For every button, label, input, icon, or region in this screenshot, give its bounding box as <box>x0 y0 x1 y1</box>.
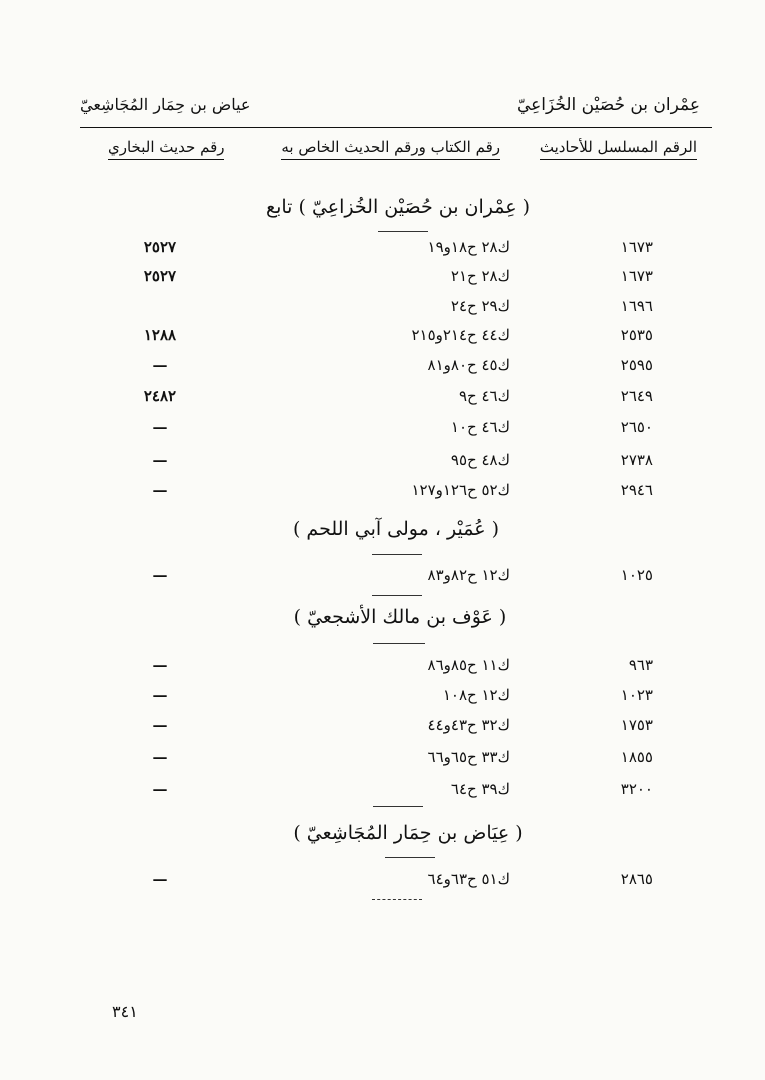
table-row <box>0 418 765 442</box>
table-row <box>0 716 765 740</box>
table-row <box>0 326 765 350</box>
serial-number: ١٦٩٦ <box>620 297 653 315</box>
section-rule <box>385 857 435 858</box>
serial-number: ٩٦٣ <box>628 656 653 674</box>
bukhari-number: — <box>152 418 168 436</box>
table-row <box>0 748 765 772</box>
serial-number: ١٦٧٣ <box>620 267 653 285</box>
reference: ك٢٩ ح٢٤ <box>450 297 510 315</box>
bukhari-number: — <box>152 356 168 374</box>
reference: ك٢٨ ح١٨و١٩ <box>427 238 510 256</box>
table-row <box>0 356 765 380</box>
bukhari-number: — <box>152 656 168 674</box>
table-row <box>0 238 765 262</box>
column-header-reference: رقم الكتاب ورقم الحديث الخاص به <box>281 138 500 156</box>
serial-number: ٢٧٣٨ <box>620 451 653 469</box>
serial-number: ١٠٢٥ <box>620 566 653 584</box>
serial-number: ٢٥٣٥ <box>620 326 653 344</box>
bukhari-number: — <box>152 716 168 734</box>
table-row <box>0 451 765 475</box>
serial-number: ٢٨٦٥ <box>620 870 653 888</box>
serial-number: ١٧٥٣ <box>620 716 653 734</box>
bukhari-number: — <box>152 780 168 798</box>
serial-number: ٢٥٩٥ <box>620 356 653 374</box>
serial-number: ١٦٧٣ <box>620 238 653 256</box>
reference: ك٤٦ ح١٠ <box>450 418 510 436</box>
running-head-right: عِمْران بن حُصَيْن الخُزَاعِيّ <box>516 95 700 115</box>
reference: ك٥٢ ح١٢٦و١٢٧ <box>411 481 510 499</box>
bukhari-number: ٢٥٢٧ <box>143 238 177 256</box>
section-rule <box>378 231 428 232</box>
bukhari-number: — <box>152 748 168 766</box>
bukhari-number: — <box>152 481 168 499</box>
table-row <box>0 267 765 291</box>
reference: ك١١ ح٨٥و٨٦ <box>427 656 510 674</box>
reference: ك١٢ ح١٠٨ <box>442 686 510 704</box>
bukhari-number: — <box>152 566 168 584</box>
bukhari-number: ١٢٨٨ <box>143 326 177 344</box>
reference: ك٣٢ ح٤٣و٤٤ <box>427 716 510 734</box>
reference: ك٣٣ ح٦٥و٦٦ <box>427 748 510 766</box>
column-header-bukhari: رقم حديث البخاري <box>108 138 224 156</box>
table-row <box>0 481 765 505</box>
table-row <box>0 566 765 590</box>
serial-number: ١٨٥٥ <box>620 748 653 766</box>
reference: ك١٢ ح٨٢و٨٣ <box>427 566 510 584</box>
running-head-left: عياض بن حِمَار المُجَاشِعيّ <box>80 95 251 114</box>
column-header-serial: الرقم المسلسل للأحاديث <box>540 138 697 156</box>
reference: ك٢٨ ح٢١ <box>450 267 510 285</box>
reference: ك٤٦ ح٩ <box>458 387 510 405</box>
reference: ك٥١ ح٦٣و٦٤ <box>427 870 510 888</box>
bukhari-number: ٢٥٢٧ <box>143 267 177 285</box>
section-title: ( عِيَاض بن حِمَار المُجَاشِعيّ ) <box>293 822 523 844</box>
section-title: ( عَوْف بن مالك الأشجعيّ ) <box>293 606 507 628</box>
section-rule <box>372 595 422 596</box>
section-rule <box>373 806 423 807</box>
serial-number: ٢٦٤٩ <box>620 387 653 405</box>
reference: ك٤٤ ح٢١٤و٢١٥ <box>411 326 510 344</box>
table-row <box>0 686 765 710</box>
serial-number: ٢٩٤٦ <box>620 481 653 499</box>
bukhari-number: — <box>152 451 168 469</box>
bukhari-number: — <box>152 686 168 704</box>
section-rule <box>372 899 422 900</box>
section-rule <box>372 554 422 555</box>
table-row <box>0 780 765 804</box>
table-row <box>0 870 765 894</box>
reference: ك٣٩ ح٦٤ <box>450 780 510 798</box>
serial-number: ٣٢٠٠ <box>620 780 653 798</box>
section-title: ( عِمْران بن حُصَيْن الخُزاعِيّ ) تابع <box>265 196 531 218</box>
table-row <box>0 387 765 411</box>
section-title: ( عُمَيْر ، مولى آبي اللحم ) <box>292 518 500 540</box>
page-number: ٣٤١ <box>112 1002 138 1021</box>
table-row <box>0 656 765 680</box>
running-head <box>80 95 710 125</box>
reference: ك٤٥ ح٨٠و٨١ <box>427 356 510 374</box>
serial-number: ١٠٢٣ <box>620 686 653 704</box>
section-rule <box>373 643 425 644</box>
serial-number: ٢٦٥٠ <box>620 418 653 436</box>
table-row <box>0 297 765 321</box>
reference: ك٤٨ ح٩٥ <box>450 451 510 469</box>
bukhari-number: — <box>152 870 168 888</box>
bukhari-number: ٢٤٨٢ <box>143 387 177 405</box>
header-rule <box>80 127 712 128</box>
